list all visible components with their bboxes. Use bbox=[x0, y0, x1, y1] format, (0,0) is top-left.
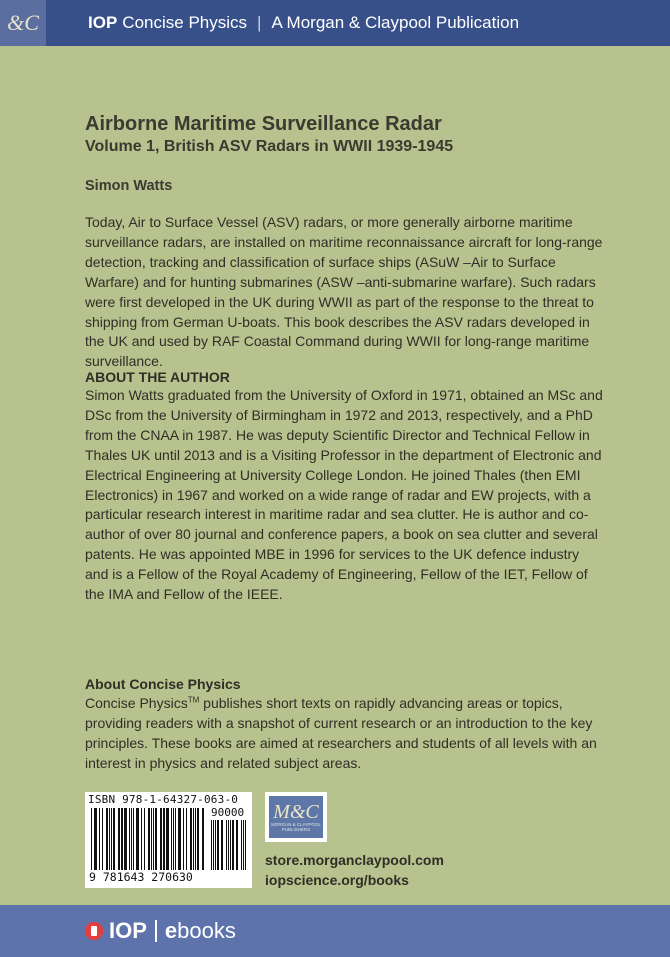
barcode-bar bbox=[102, 808, 103, 870]
about-author-heading: ABOUT THE AUTHOR bbox=[85, 369, 230, 385]
barcode-bar bbox=[160, 808, 162, 870]
barcode-bar bbox=[178, 808, 181, 870]
barcode-bar bbox=[175, 808, 176, 870]
publisher-logo-mark: M&C bbox=[273, 801, 319, 823]
barcode-bar bbox=[166, 808, 169, 870]
barcode-bar bbox=[217, 820, 219, 870]
barcode-bar bbox=[109, 808, 110, 870]
book-title: Airborne Maritime Surveillance Radar bbox=[85, 113, 442, 135]
barcode-bar bbox=[121, 808, 123, 870]
barcode-bar bbox=[171, 808, 172, 870]
barcode-bar bbox=[241, 820, 242, 870]
barcode-bar bbox=[144, 808, 145, 870]
barcode-bar bbox=[148, 808, 150, 870]
price-code: 90000 bbox=[211, 806, 245, 819]
series-brand-inline: Concise Physics bbox=[85, 695, 188, 711]
barcode-bar bbox=[124, 808, 127, 870]
barcode-bar bbox=[197, 808, 199, 870]
iopscience-link[interactable]: iopscience.org/books bbox=[265, 872, 409, 888]
barcode-bar bbox=[226, 820, 227, 870]
barcode-bars bbox=[91, 808, 205, 870]
about-series-heading: About Concise Physics bbox=[85, 676, 241, 692]
series-name: Concise Physics bbox=[122, 13, 248, 32]
barcode-bar bbox=[230, 820, 231, 870]
isbn-number: ISBN 978-1-64327-063-0 bbox=[88, 793, 239, 806]
series-title bbox=[88, 13, 519, 33]
iop-ebooks-logo bbox=[85, 918, 236, 944]
barcode-addon-bars bbox=[211, 820, 247, 870]
isbn-barcode bbox=[85, 792, 252, 888]
publisher-logo-text: MORGAN & CLAYPOOL PUBLISHERS bbox=[271, 822, 321, 832]
barcode-bar bbox=[136, 808, 139, 870]
barcode-bar bbox=[245, 820, 246, 870]
barcode-bar bbox=[99, 808, 100, 870]
publisher-links bbox=[265, 850, 444, 890]
barcode-bar bbox=[131, 808, 132, 870]
footer-ebooks: ebooks bbox=[164, 918, 236, 943]
footer-brand: IOP bbox=[109, 918, 147, 943]
barcode-bar bbox=[228, 820, 229, 870]
series-brand: IOP bbox=[88, 13, 118, 32]
footer-bar bbox=[0, 905, 670, 957]
barcode-bar bbox=[91, 808, 92, 870]
header-separator: | bbox=[257, 13, 262, 32]
barcode-bar bbox=[163, 808, 165, 870]
barcode-bar bbox=[215, 820, 216, 870]
barcode-bar bbox=[155, 808, 157, 870]
barcode-bar bbox=[106, 808, 108, 870]
barcode-bar bbox=[141, 808, 142, 870]
header-bar bbox=[0, 0, 670, 46]
barcode-bar bbox=[193, 808, 194, 870]
barcode-bar bbox=[183, 808, 184, 870]
footer-divider bbox=[155, 920, 157, 942]
barcode-bar bbox=[94, 808, 97, 870]
barcode-bar bbox=[186, 808, 187, 870]
barcode-bar bbox=[111, 808, 112, 870]
barcode-bar bbox=[173, 808, 174, 870]
barcode-bar bbox=[213, 820, 214, 870]
store-link[interactable]: store.morganclaypool.com bbox=[265, 852, 444, 868]
barcode-bar bbox=[153, 808, 154, 870]
barcode-bar bbox=[202, 808, 204, 870]
barcode-bar bbox=[133, 808, 134, 870]
about-author-text: Simon Watts graduated from the University of Oxford in 1971, obtained an MSc and DSc from the University of Birmingham in 1972 and 2013, respectively, and a PhD from the CNAA in 1987. He was deputy Scientific Director and Technical Fellow in Thales UK until 2013 and is a Visiting Professor in the department of Electronic and Electrical Engineering at University College London. He joined Thales (then EMI Electronics) in 1967 and worked on a wide range of radar and EW projects, with a particular research interest in maritime radar and sea clutter. He is author and co-author of over 80 journal and conference papers, a book on sea clutter and several patents. He was appointed MBE in 1996 for services to the UK defence industry and is a Fellow of the Royal Academy of Engineering, Fellow of the IET, Fellow of the IMA and Fellow of the IEEE. bbox=[85, 387, 603, 603]
barcode-bar bbox=[118, 808, 120, 870]
barcode-bar bbox=[113, 808, 115, 870]
barcode-bar bbox=[190, 808, 192, 870]
book-description: Today, Air to Surface Vessel (ASV) radars, or more generally airborne maritime surveillance radars, are installed on maritime reconnaissance aircraft for long-range detection, tracking and classification of surface ships (ASuW –Air to Surface Warfare) and for hunting submarines (ASW –anti-submarine warfare). Such radars were first developed in the UK during WWII as part of the response to the threat to shipping from German U-boats. This book describes the ASV radars developed in the UK and used by RAF Coastal Command during WWII for long-range maritime surveillance. bbox=[85, 214, 603, 370]
iop-logo-icon bbox=[85, 922, 103, 940]
mc-logo-icon: &C bbox=[0, 0, 46, 46]
trademark-mark: TM bbox=[187, 695, 200, 705]
barcode-digits: 9 781643 270630 bbox=[89, 870, 193, 884]
book-subtitle: Volume 1, British ASV Radars in WWII 1939-1945 bbox=[85, 138, 454, 155]
publisher-name: A Morgan & Claypool Publication bbox=[271, 13, 520, 32]
barcode-bar bbox=[211, 820, 212, 870]
barcode-bar bbox=[221, 820, 223, 870]
barcode-bar bbox=[151, 808, 152, 870]
barcode-bar bbox=[129, 808, 130, 870]
barcode-bar bbox=[243, 820, 244, 870]
about-series-text bbox=[85, 694, 605, 774]
barcode-bar bbox=[236, 820, 238, 870]
barcode-bar bbox=[232, 820, 234, 870]
about-series-body: publishes short texts on rapidly advancing areas or topics, providing readers with a snapshot of current research or an introduction to the key principles. These books are aimed at researchers and students of all levels with an interest in physics and related subject areas. bbox=[85, 695, 597, 771]
barcode-bar bbox=[195, 808, 196, 870]
publisher-logo-icon bbox=[265, 792, 327, 842]
book-author: Simon Watts bbox=[85, 178, 173, 194]
